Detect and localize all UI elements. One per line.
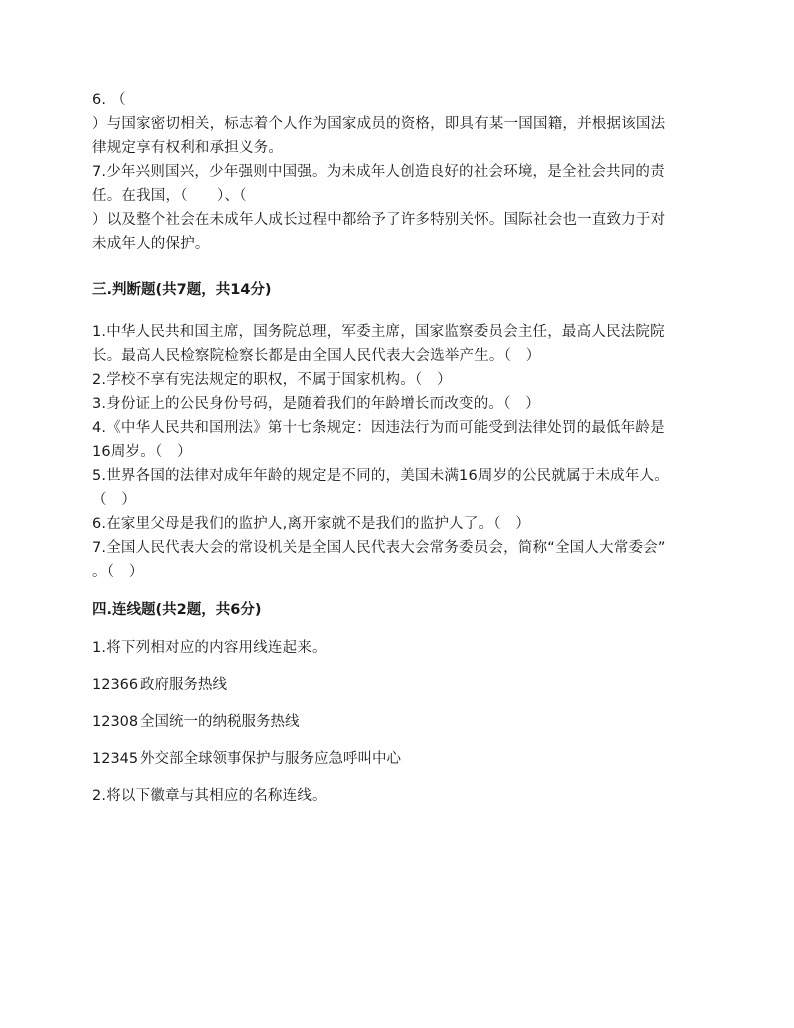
question-line: 7.少年兴则国兴，少年强则中国强。为未成年人创造良好的社会环境，是全社会共同的责 bbox=[92, 164, 665, 180]
hotline-description: 外交部全球领事保护与服务应急呼叫中心 bbox=[140, 751, 401, 767]
question-line: ）以及整个社会在未成年人成长过程中都给予了许多特别关怀。国际社会也一直致力于对 bbox=[92, 212, 666, 228]
question-line: 2.学校不享有宪法规定的职权，不属于国家机构。（ ） bbox=[92, 372, 452, 388]
question-line: 。（ ） bbox=[92, 564, 144, 580]
connect-question-1: 1.将下列相对应的内容用线连起来。 bbox=[92, 640, 327, 656]
question-line: 4.《中华人民共和国刑法》第十七条规定：因违法行为而可能受到法律处罚的最低年龄是 bbox=[92, 420, 665, 436]
connect-question-2: 2.将以下徽章与其相应的名称连线。 bbox=[92, 788, 327, 804]
question-line: 6. （ bbox=[92, 92, 126, 108]
hotline-description: 政府服务热线 bbox=[140, 677, 227, 693]
match-row bbox=[92, 747, 708, 771]
question-line: 任。在我国，（ ）、（ bbox=[92, 188, 247, 204]
question-line: 1.中华人民共和国主席，国务院总理，军委主席，国家监察委员会主任，最高人民法院院 bbox=[92, 324, 665, 340]
question-line: 律规定享有权利和承担义务。 bbox=[92, 140, 284, 156]
question-line: 7.全国人民代表大会的常设机关是全国人民代表大会常务委员会，简称“全国人大常委会” bbox=[92, 540, 666, 556]
hotline-description: 全国统一的纳税服务热线 bbox=[140, 714, 300, 730]
question-line: 3.身份证上的公民身份号码，是随着我们的年龄增长而改变的。（ ） bbox=[92, 396, 540, 412]
judge-section-title: 三.判断题(共7题，共14分) bbox=[92, 282, 272, 298]
document-page bbox=[92, 88, 708, 808]
question-line: 长。最高人民检察院检察长都是由全国人民代表大会选举产生。（ ） bbox=[92, 348, 541, 364]
fill-blank-section bbox=[92, 88, 708, 256]
hotline-number: 12366 bbox=[92, 677, 139, 693]
question-line: 16周岁。（ ） bbox=[92, 444, 192, 460]
question-line: ）与国家密切相关，标志着个人作为国家成员的资格，即具有某一国国籍，并根据该国法 bbox=[92, 116, 666, 132]
connect-section bbox=[92, 636, 708, 808]
judge-section bbox=[92, 320, 708, 584]
hotline-number: 12308 bbox=[92, 714, 139, 730]
question-line: （ ） bbox=[92, 492, 137, 508]
hotline-number: 12345 bbox=[92, 751, 139, 767]
match-row bbox=[92, 710, 708, 734]
match-row bbox=[92, 673, 708, 697]
connect-section-title: 四.连线题(共2题，共6分) bbox=[92, 602, 262, 618]
question-line: 未成年人的保护。 bbox=[92, 236, 210, 252]
question-line: 6.在家里父母是我们的监护人,离开家就不是我们的监护人了。（ ） bbox=[92, 516, 531, 532]
question-line: 5.世界各国的法律对成年年龄的规定是不同的，美国未满16周岁的公民就属于未成年人。 bbox=[92, 468, 669, 484]
